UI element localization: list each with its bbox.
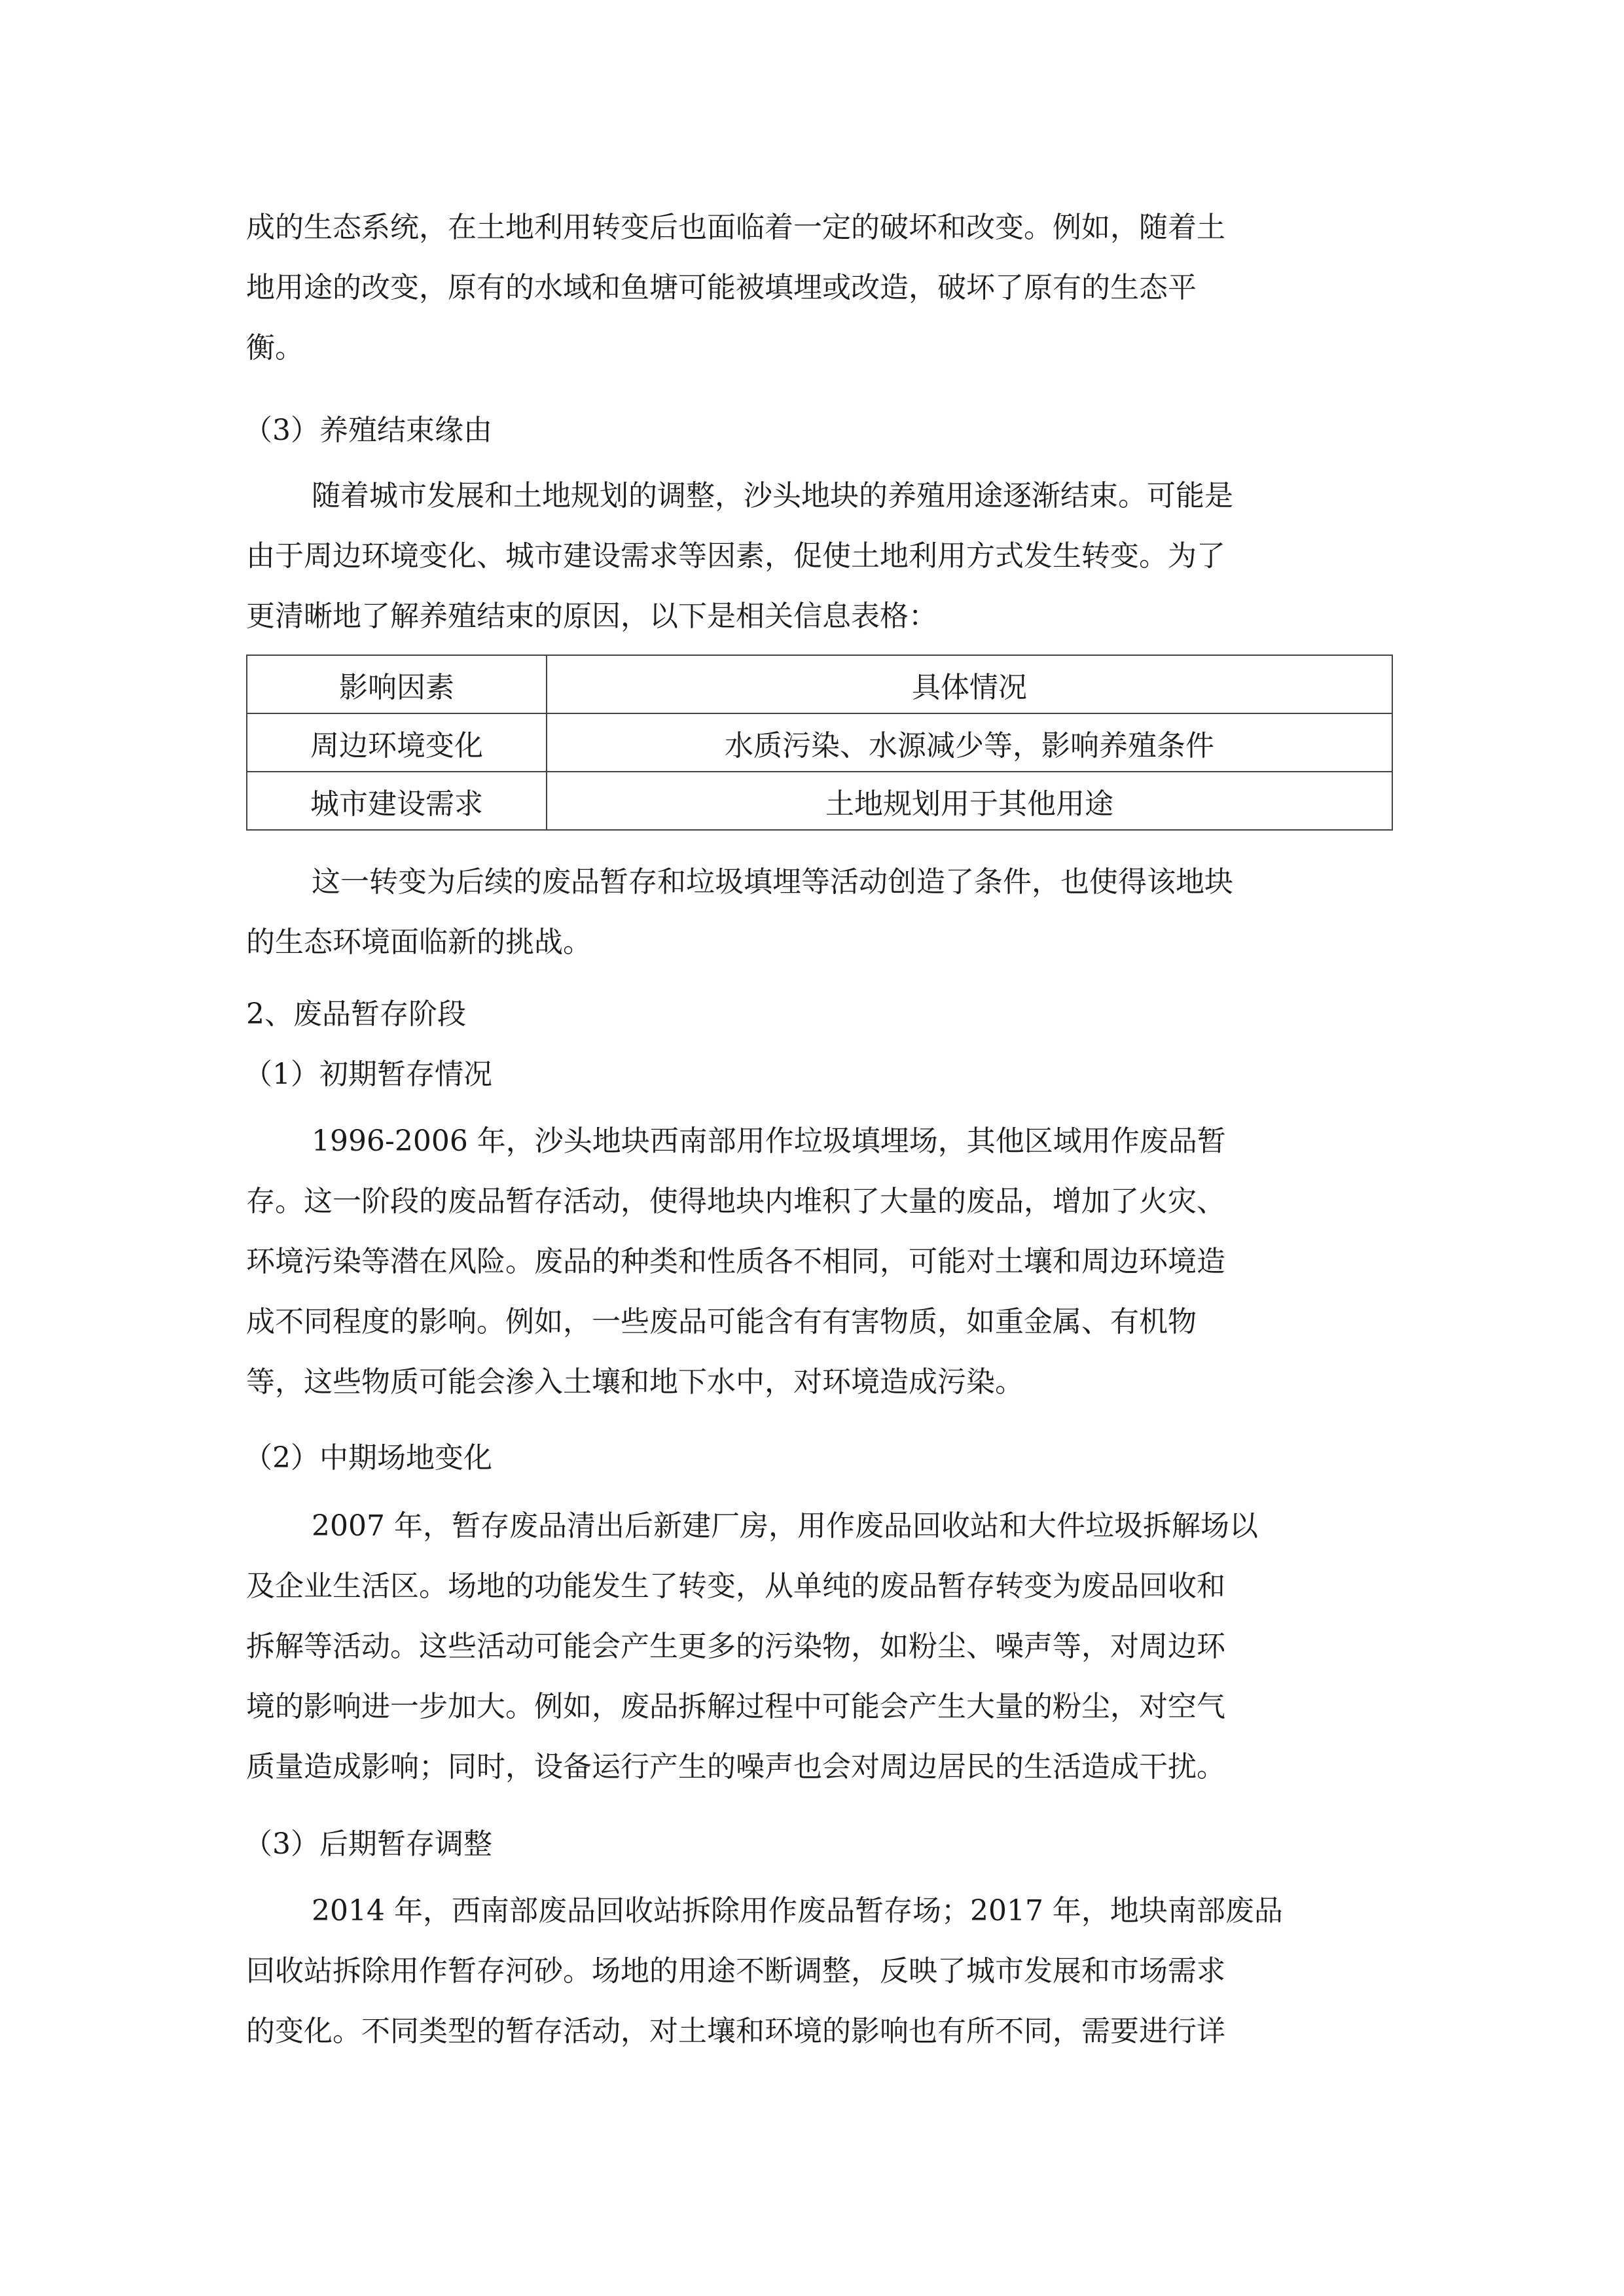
paragraph-line: 更清晰地了解养殖结束的原因，以下是相关信息表格： — [246, 600, 937, 633]
paragraph-line: 的生态环境面临新的挑战。 — [246, 925, 592, 959]
subsection-heading: （3）后期暂存调整 — [244, 1827, 492, 1861]
paragraph-line: 2014 年，西南部废品回收站拆除用作废品暂存场；2017 年，地块南部废品 — [312, 1894, 1283, 1928]
table-header-cell: 影响因素 — [247, 655, 547, 713]
paragraph-line: 拆解等活动。这些活动可能会产生更多的污染物，如粉尘、噪声等，对周边环 — [246, 1630, 1225, 1663]
paragraph-line: 等，这些物质可能会渗入土壤和地下水中，对环境造成污染。 — [246, 1365, 1024, 1399]
table-header-row — [247, 655, 1392, 713]
paragraph-line: 及企业生活区。场地的功能发生了转变，从单纯的废品暂存转变为废品回收和 — [246, 1570, 1225, 1603]
paragraph-line: 随着城市发展和土地规划的调整，沙头地块的养殖用途逐渐结束。可能是 — [312, 479, 1233, 512]
paragraph-line: 境的影响进一步加大。例如，废品拆解过程中可能会产生大量的粉尘，对空气 — [246, 1690, 1225, 1723]
paragraph-line: 2007 年，暂存废品清出后新建厂房，用作废品回收站和大件垃圾拆解场以 — [312, 1509, 1258, 1543]
table-row — [247, 713, 1392, 772]
subsection-heading: （1）初期暂存情况 — [244, 1058, 492, 1091]
paragraph-line: 成的生态系统，在土地利用转变后也面临着一定的破坏和改变。例如，随着土 — [246, 211, 1225, 244]
paragraph-line: 质量造成影响；同时，设备运行产生的噪声也会对周边居民的生活造成干扰。 — [246, 1750, 1225, 1784]
paragraph-line: 1996-2006 年，沙头地块西南部用作垃圾填埋场，其他区域用作废品暂 — [312, 1124, 1226, 1158]
paragraph-line: 回收站拆除用作暂存河砂。场地的用途不断调整，反映了城市发展和市场需求 — [246, 1954, 1225, 1988]
table-row — [247, 772, 1392, 830]
table-cell: 土地规划用于其他用途 — [547, 772, 1392, 830]
table-cell: 水质污染、水源减少等，影响养殖条件 — [547, 713, 1392, 772]
paragraph-line: 环境污染等潜在风险。废品的种类和性质各不相同，可能对土壤和周边环境造 — [246, 1245, 1225, 1278]
paragraph-line: 存。这一阶段的废品暂存活动，使得地块内堆积了大量的废品，增加了火灾、 — [246, 1185, 1225, 1218]
table-cell: 城市建设需求 — [247, 772, 547, 830]
paragraph-line: 衡。 — [246, 331, 304, 365]
subsection-heading: （2）中期场地变化 — [244, 1441, 492, 1475]
table-header-cell: 具体情况 — [547, 655, 1392, 713]
paragraph-line: 这一转变为后续的废品暂存和垃圾填埋等活动创造了条件，也使得该地块 — [312, 865, 1233, 899]
table-cell: 周边环境变化 — [247, 713, 547, 772]
paragraph-line: 由于周边环境变化、城市建设需求等因素，促使土地利用方式发生转变。为了 — [246, 539, 1225, 573]
paragraph-line: 成不同程度的影响。例如，一些废品可能含有有害物质，如重金属、有机物 — [246, 1305, 1197, 1338]
section-heading: （3）养殖结束缘由 — [244, 414, 492, 447]
paragraph-line: 的变化。不同类型的暂存活动，对土壤和环境的影响也有所不同，需要进行详 — [246, 2015, 1225, 2048]
section-heading: 2、废品暂存阶段 — [246, 997, 466, 1031]
paragraph-line: 地用途的改变，原有的水域和鱼塘可能被填埋或改造，破坏了原有的生态平 — [246, 271, 1197, 304]
cause-table — [246, 655, 1393, 831]
